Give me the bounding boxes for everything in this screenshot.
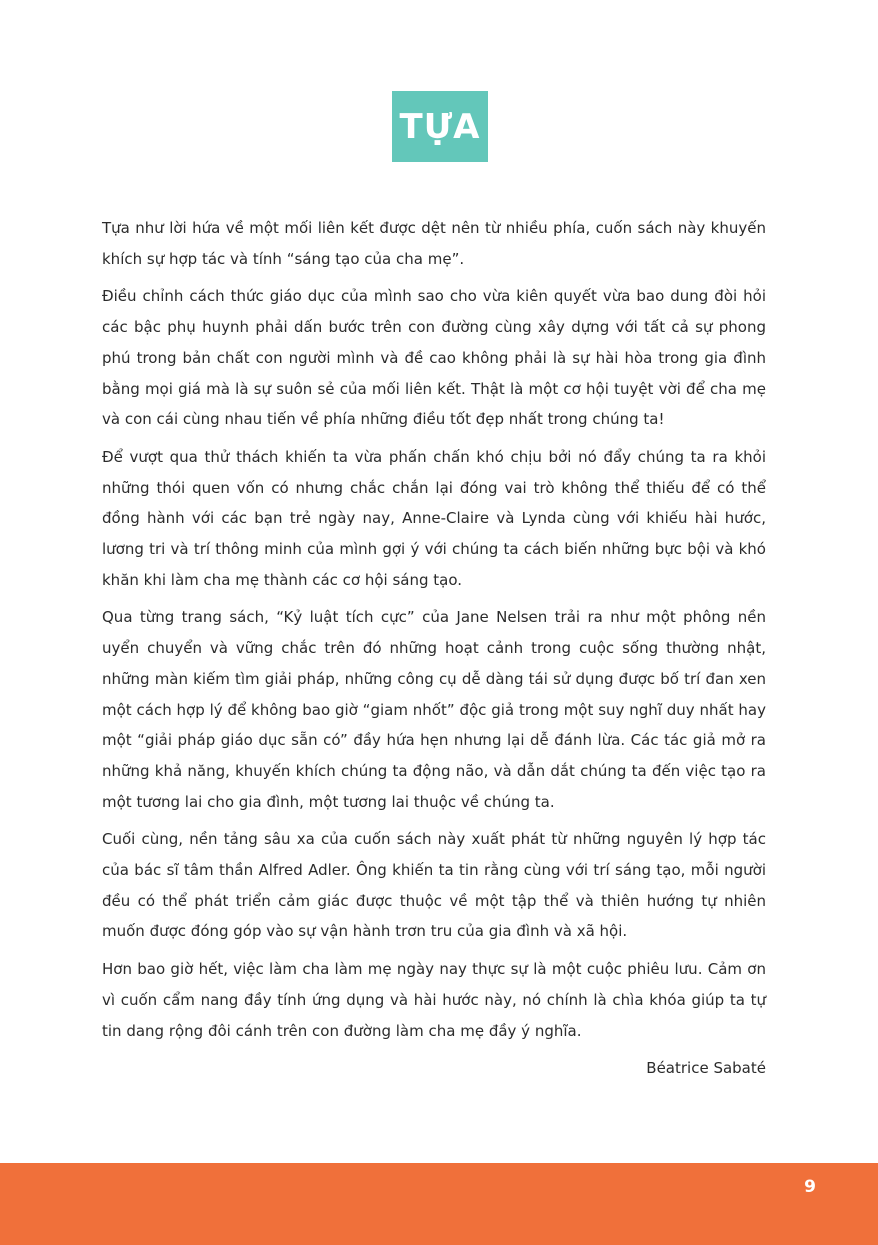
author-signature: Béatrice Sabaté [646, 1059, 766, 1078]
page-number: 9 [804, 1177, 816, 1197]
paragraph-1: Tựa như lời hứa về một mối liên kết được dệt nên từ nhiều phía, cuốn sách này khuyến khích sự hợp tác và tính “sáng tạo của cha mẹ”. [102, 219, 766, 268]
paragraph-2: Điều chỉnh cách thức giáo dục của mình sao cho vừa kiên quyết vừa bao dung đòi hỏi các bậc phụ huynh phải dấn bước trên con đường cùng xây dựng với tất cả sự phong phú trong bản chất con người mình và đề cao không phải là sự hài hòa trong gia đình bằng mọi giá mà là sự suôn sẻ của mối liên kết. Thật là một cơ hội tuyệt vời để cha mẹ và con cái cùng nhau tiến về phía những điều tốt đẹp nhất trong chúng ta! [102, 287, 766, 429]
paragraph-6: Hơn bao giờ hết, việc làm cha làm mẹ ngày nay thực sự là một cuộc phiêu lưu. Cảm ơn vì cuốn cẩm nang đầy tính ứng dụng và hài hước này, nó chính là chìa khóa giúp ta tự tin dang rộng đôi cánh trên con đường làm cha mẹ đầy ý nghĩa. [102, 960, 766, 1040]
paragraph-4: Qua từng trang sách, “Kỷ luật tích cực” của Jane Nelsen trải ra như một phông nền uyển chuyển và vững chắc trên đó những hoạt cảnh trong cuộc sống thường nhật, những màn kiếm tìm giải pháp, những công cụ dễ dàng tái sử dụng được bố trí đan xen một cách hợp lý để không bao giờ “giam nhốt” độc giả trong một suy nghĩ duy nhất hay một “giải pháp giáo dục sẵn có” đầy hứa hẹn nhưng lại dễ đánh lừa. Các tác giả mở ra những khả năng, khuyến khích chúng ta động não, và dẫn dắt chúng ta đến việc tạo ra một tương lai cho gia đình, một tương lai thuộc về chúng ta. [102, 608, 766, 811]
footer-band [0, 1163, 878, 1245]
paragraph-3: Để vượt qua thử thách khiến ta vừa phấn chấn khó chịu bởi nó đẩy chúng ta ra khỏi những thói quen vốn có nhưng chắc chắn lại đóng vai trò không thể thiếu để có thể đồng hành với các bạn trẻ ngày nay, Anne-Claire và Lynda cùng với khiếu hài hước, lương tri và trí thông minh của mình gợi ý với chúng ta cách biến những bực bội và khó khăn khi làm cha mẹ thành các cơ hội sáng tạo. [102, 447, 766, 589]
chapter-title: TỰA [392, 91, 488, 162]
body-text [102, 213, 766, 1084]
paragraph-5: Cuối cùng, nền tảng sâu xa của cuốn sách này xuất phát từ những nguyên lý hợp tác của bác sĩ tâm thần Alfred Adler. Ông khiến ta tin rằng cùng với trí sáng tạo, mỗi người đều có thể phát triển cảm giác được thuộc về một tập thể và thiên hướng tự nhiên muốn được đóng góp vào sự vận hành trơn tru của gia đình và xã hội. [102, 830, 766, 941]
